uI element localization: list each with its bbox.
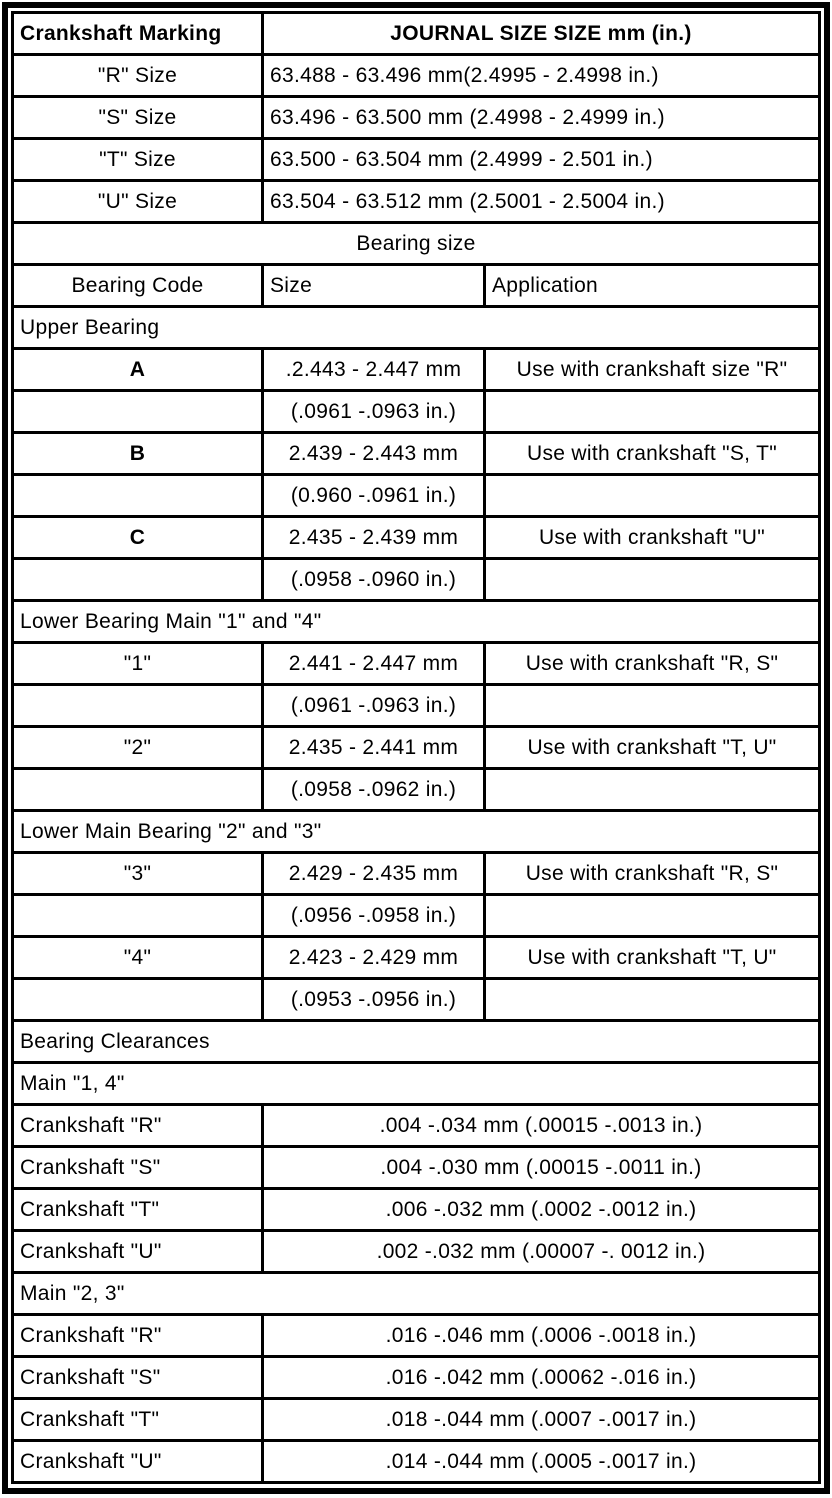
table-cell: Crankshaft "R" bbox=[13, 1315, 263, 1357]
header-cell: JOURNAL SIZE SIZE mm (in.) bbox=[263, 13, 820, 55]
table-cell: Use with crankshaft "R, S" bbox=[485, 643, 820, 685]
table-row bbox=[13, 517, 820, 559]
table-cell: C bbox=[13, 517, 263, 559]
table-row bbox=[13, 1357, 820, 1399]
table-row bbox=[13, 1063, 820, 1105]
section-cell: Main "1, 4" bbox=[13, 1063, 820, 1105]
section-cell: Bearing size bbox=[13, 223, 820, 265]
table-row bbox=[13, 55, 820, 97]
table-cell: 2.423 - 2.429 mm bbox=[263, 937, 485, 979]
table-row bbox=[13, 475, 820, 517]
table-row bbox=[13, 223, 820, 265]
table-row bbox=[13, 979, 820, 1021]
table-row bbox=[13, 1315, 820, 1357]
table-row bbox=[13, 433, 820, 475]
table-cell bbox=[485, 895, 820, 937]
table-row bbox=[13, 1021, 820, 1063]
section-cell: Upper Bearing bbox=[13, 307, 820, 349]
table-row bbox=[13, 937, 820, 979]
table-cell bbox=[13, 391, 263, 433]
table-cell: .002 -.032 mm (.00007 -. 0012 in.) bbox=[263, 1231, 820, 1273]
table-row bbox=[13, 559, 820, 601]
table-cell: Crankshaft "R" bbox=[13, 1105, 263, 1147]
table-row bbox=[13, 1105, 820, 1147]
table-cell bbox=[485, 391, 820, 433]
table-cell: .004 -.030 mm (.00015 -.0011 in.) bbox=[263, 1147, 820, 1189]
table-cell: (0.960 -.0961 in.) bbox=[263, 475, 485, 517]
table-cell: "U" Size bbox=[13, 181, 263, 223]
table-cell: .014 -.044 mm (.0005 -.0017 in.) bbox=[263, 1441, 820, 1483]
table-cell: Crankshaft "S" bbox=[13, 1147, 263, 1189]
table-row bbox=[13, 811, 820, 853]
table-row bbox=[13, 139, 820, 181]
table-cell: 2.435 - 2.439 mm bbox=[263, 517, 485, 559]
table-cell: .006 -.032 mm (.0002 -.0012 in.) bbox=[263, 1189, 820, 1231]
table-row bbox=[13, 853, 820, 895]
section-cell: Lower Main Bearing "2" and "3" bbox=[13, 811, 820, 853]
table-cell: Use with crankshaft "U" bbox=[485, 517, 820, 559]
table-cell: "R" Size bbox=[13, 55, 263, 97]
table-cell bbox=[485, 685, 820, 727]
table-cell: Use with crankshaft "T, U" bbox=[485, 727, 820, 769]
table-cell: .004 -.034 mm (.00015 -.0013 in.) bbox=[263, 1105, 820, 1147]
table-cell: .016 -.042 mm (.00062 -.016 in.) bbox=[263, 1357, 820, 1399]
table-row bbox=[13, 307, 820, 349]
table-row bbox=[13, 601, 820, 643]
table-cell: 63.500 - 63.504 mm (2.4999 - 2.501 in.) bbox=[263, 139, 820, 181]
table-cell: (.0956 -.0958 in.) bbox=[263, 895, 485, 937]
table-row bbox=[13, 1147, 820, 1189]
table-cell: "T" Size bbox=[13, 139, 263, 181]
table-cell bbox=[485, 769, 820, 811]
table-cell: Size bbox=[263, 265, 485, 307]
table-row bbox=[13, 1273, 820, 1315]
header-cell: Crankshaft Marking bbox=[13, 13, 263, 55]
table-row bbox=[13, 727, 820, 769]
section-cell: Lower Bearing Main "1" and "4" bbox=[13, 601, 820, 643]
table-cell: Use with crankshaft size "R" bbox=[485, 349, 820, 391]
table-cell: Crankshaft "U" bbox=[13, 1441, 263, 1483]
table-cell: (.0953 -.0956 in.) bbox=[263, 979, 485, 1021]
table-frame bbox=[2, 2, 830, 1494]
table-cell: "4" bbox=[13, 937, 263, 979]
table-row bbox=[13, 265, 820, 307]
table-row bbox=[13, 391, 820, 433]
table-cell: .2.443 - 2.447 mm bbox=[263, 349, 485, 391]
table-cell bbox=[13, 685, 263, 727]
table-cell: Crankshaft "S" bbox=[13, 1357, 263, 1399]
table-cell: 2.429 - 2.435 mm bbox=[263, 853, 485, 895]
table-row bbox=[13, 895, 820, 937]
table-cell: (.0958 -.0960 in.) bbox=[263, 559, 485, 601]
table-row bbox=[13, 1399, 820, 1441]
table-row bbox=[13, 1231, 820, 1273]
table-row bbox=[13, 1189, 820, 1231]
table-cell: Crankshaft "U" bbox=[13, 1231, 263, 1273]
table-cell bbox=[485, 475, 820, 517]
table-cell: Crankshaft "T" bbox=[13, 1399, 263, 1441]
table-cell bbox=[485, 559, 820, 601]
table-cell: Use with crankshaft "R, S" bbox=[485, 853, 820, 895]
table-cell: 63.504 - 63.512 mm (2.5001 - 2.5004 in.) bbox=[263, 181, 820, 223]
table-cell bbox=[13, 979, 263, 1021]
table-cell bbox=[13, 769, 263, 811]
table-cell: (.0958 -.0962 in.) bbox=[263, 769, 485, 811]
table-row bbox=[13, 97, 820, 139]
table-cell bbox=[13, 475, 263, 517]
crankshaft-bearing-spec-table bbox=[11, 11, 821, 1484]
table-cell: .016 -.046 mm (.0006 -.0018 in.) bbox=[263, 1315, 820, 1357]
table-row bbox=[13, 685, 820, 727]
table-cell: 2.441 - 2.447 mm bbox=[263, 643, 485, 685]
table-cell: (.0961 -.0963 in.) bbox=[263, 391, 485, 433]
table-cell: (.0961 -.0963 in.) bbox=[263, 685, 485, 727]
table-cell: Use with crankshaft "T, U" bbox=[485, 937, 820, 979]
table-cell: "S" Size bbox=[13, 97, 263, 139]
table-cell: "2" bbox=[13, 727, 263, 769]
table-cell: 63.488 - 63.496 mm(2.4995 - 2.4998 in.) bbox=[263, 55, 820, 97]
table-cell: Crankshaft "T" bbox=[13, 1189, 263, 1231]
table-cell: 2.435 - 2.441 mm bbox=[263, 727, 485, 769]
table-row bbox=[13, 349, 820, 391]
table-row bbox=[13, 181, 820, 223]
table-cell: "1" bbox=[13, 643, 263, 685]
section-cell: Main "2, 3" bbox=[13, 1273, 820, 1315]
table-cell bbox=[13, 895, 263, 937]
table-cell: A bbox=[13, 349, 263, 391]
table-cell: 63.496 - 63.500 mm (2.4998 - 2.4999 in.) bbox=[263, 97, 820, 139]
table-cell: "3" bbox=[13, 853, 263, 895]
table-row bbox=[13, 769, 820, 811]
spec-table-body bbox=[13, 13, 820, 1483]
table-cell bbox=[13, 559, 263, 601]
table-cell: 2.439 - 2.443 mm bbox=[263, 433, 485, 475]
table-cell: Bearing Code bbox=[13, 265, 263, 307]
table-cell: Application bbox=[485, 265, 820, 307]
table-row bbox=[13, 1441, 820, 1483]
table-row bbox=[13, 13, 820, 55]
table-cell: B bbox=[13, 433, 263, 475]
table-cell bbox=[485, 979, 820, 1021]
table-cell: .018 -.044 mm (.0007 -.0017 in.) bbox=[263, 1399, 820, 1441]
table-cell: Use with crankshaft "S, T" bbox=[485, 433, 820, 475]
section-cell: Bearing Clearances bbox=[13, 1021, 820, 1063]
table-row bbox=[13, 643, 820, 685]
